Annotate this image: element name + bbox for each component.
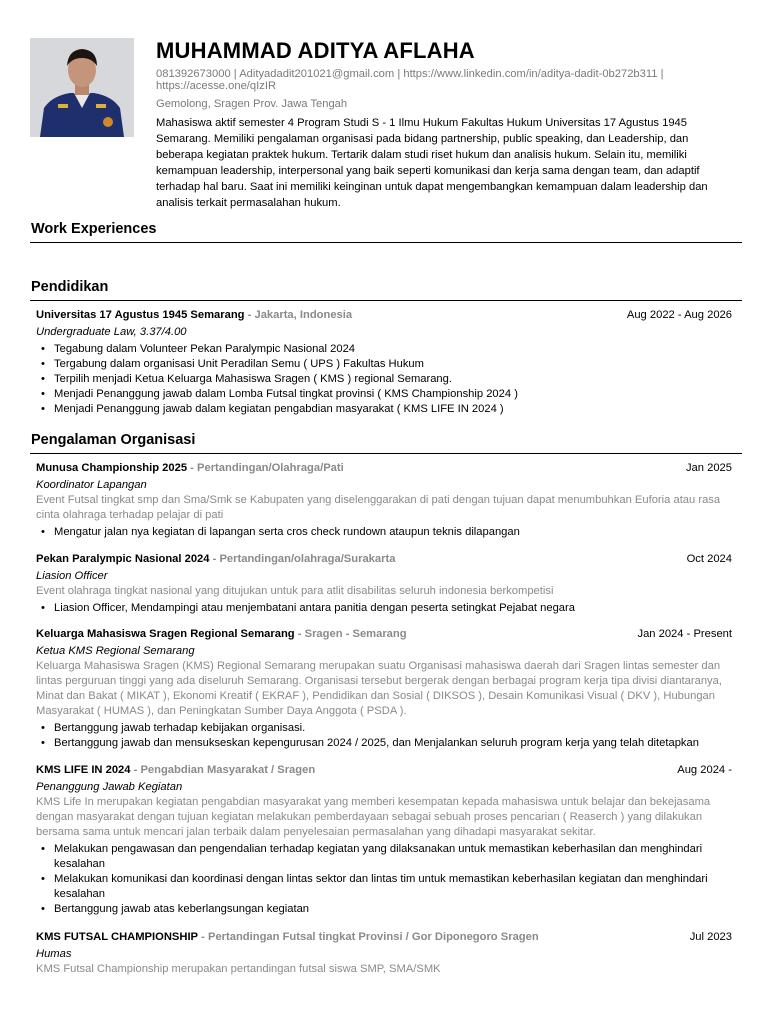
section-title-text: Work Experiences: [31, 221, 157, 237]
organization-meta: Sragen - Semarang: [304, 628, 407, 640]
organization-meta: Pertandingan/Olahraga/Pati: [197, 462, 344, 474]
institution-location: Jakarta, Indonesia: [254, 309, 353, 321]
education-bullets: [36, 342, 732, 417]
role-title: Koordinator Lapangan: [36, 479, 147, 491]
entry-bullets: [36, 842, 732, 917]
section-education: [30, 278, 742, 301]
organization-name: KMS FUTSAL CHAMPIONSHIP: [36, 931, 199, 943]
entry-bullets: [36, 601, 732, 616]
organization-name: Pekan Paralympic Nasional 2024: [36, 553, 210, 565]
section-work-experiences: [30, 220, 742, 243]
profile-summary: Mahasiswa aktif semester 4 Program Studi S - 1 Ilmu Hukum Fakultas Hukum Universitas 17 Agustus 1945 Semarang. Memiliki pengalaman organisasi pada bidang partnership, public speaking, dan Leadership, dan beberapa kegiatan praktek hukum. Tertarik dalam studi riset hukum dan analisis hukum. Selain itu, memiliki kemampuan leadership, interpersonal yang baik seperti komunikasi dan kerja sama dengan team, dan adaptif terhadap hal baru. Saat ini memiliki keinginan untuk dapat mengembangkan kemampuan dalam leadership dan analisis terkait permasalahan hukum.: [156, 117, 708, 209]
list-item: • Tegabung dalam Volunteer Pekan Paralympic Nasional 2024: [36, 342, 732, 357]
organization-entry: [36, 929, 732, 977]
entry-date: Jul 2023: [689, 931, 732, 943]
entry-description: Event Futsal tingkat smp dan Sma/Smk se Kabupaten yang diselenggarakan di pati dengan tujuan dapat menumbuhkan Euforia atau rasa cinta olahraga terhadap pelajar di pati: [36, 494, 721, 521]
entry-description: Keluarga Mahasiswa Sragen (KMS) Regional Semarang merupakan suatu Organisasi mahasiswa daerah dari Sragen lintas semester dan lintas perguruan tinggi yang ada diseluruh Semarang. Organisasi tersebut bergerak dengan berbagai program kerja tipa divisi diantaranya, Minat dan Bakat ( MIKAT ), Ekonomi Kreatif ( EKRAF ), Pendidikan dan Sosial ( DIKSOS ), Desain Komunikasi Visual ( DKV ), Hubungan Masyarakat ( HUMAS ), dan Peningkatan Sumber Daya Anggota ( PSDA ).: [36, 660, 722, 717]
organization-entry: [36, 460, 732, 540]
organization-name: Munusa Championship 2025: [36, 462, 188, 474]
location: Gemolong, Sragen Prov. Jawa Tengah: [156, 98, 348, 110]
institution-name: Universitas 17 Agustus 1945 Semarang: [36, 309, 245, 321]
list-item: • Liasion Officer, Mendampingi atau menjembatani antara panitia dengan peserta setingkat Pejabat negara: [36, 601, 732, 616]
entry-date: Aug 2022 - Aug 2026: [626, 309, 732, 321]
contact-line: 081392673000 | Adityadadit201021@gmail.com | https://www.linkedin.com/in/aditya-dadit-0b272b311 | https://acesse.one/qIzIR: [156, 68, 664, 92]
entry-description: Event olahraga tingkat nasional yang ditujukan untuk para atlit disabilitas seluruh indonesia berkompetisi: [36, 585, 554, 597]
linkedin-link[interactable]: https://www.linkedin.com/in/aditya-dadit-0b272b311: [403, 68, 658, 80]
email-link[interactable]: Adityadadit201021@gmail.com: [239, 68, 395, 80]
organization-entry: [36, 626, 732, 751]
role-title: Penanggung Jawab Kegiatan: [36, 781, 183, 793]
profile-photo: [30, 38, 134, 137]
entry-bullets: [36, 525, 732, 540]
profile-header: [156, 38, 736, 211]
organization-name: Keluarga Mahasiswa Sragen Regional Semarang: [36, 628, 295, 640]
degree: Undergraduate Law, 3.37/4.00: [36, 326, 187, 338]
entry-description: KMS Futsal Championship merupakan pertandingan futsal siswa SMP, SMA/SMK: [36, 963, 441, 975]
entry-description: KMS Life In merupakan kegiatan pengabdian masyarakat yang memberi kesempatan kepada mahasiswa untuk belajar dan bekejasama dengan masyarakat dengan tujuan kegiatan melakukan pemberdayaan sebagai sebuah proses pencarian ( Reaserch ) yang dilakukan bersama sama untuk mencari jalan terbaik dalam penyelesaian permasalahan yang dihadapi masyarakat sekitar.: [36, 796, 711, 838]
section-organization: [30, 431, 742, 454]
organization-meta: Pertandingan Futsal tingkat Provinsi / Gor Diponegoro Sragen: [207, 931, 539, 943]
organization-meta: Pertandingan/olahraga/Surakarta: [219, 553, 396, 565]
entry-date: Jan 2024 - Present: [637, 628, 732, 640]
entry-header: Munusa Championship 2025 - Pertandingan/Olahraga/Pati Jan 2025: [36, 462, 732, 474]
phone-number: 081392673000: [156, 68, 231, 80]
organization-entry: [36, 551, 732, 616]
entry-date: Aug 2024 -: [677, 764, 732, 776]
list-item: • Bertanggung jawab dan mensukseskan kepengurusan 2024 / 2025, dan Menjalankan seluruh program kerja yang telah ditetapkan: [36, 736, 732, 751]
entry-header: Keluarga Mahasiswa Sragen Regional Semarang - Sragen - Semarang Jan 2024 - Present: [36, 628, 732, 640]
list-item: • Mengatur jalan nya kegiatan di lapangan serta cros check rundown ataupun teknis dilapangan: [36, 525, 732, 540]
role-title: Ketua KMS Regional Semarang: [36, 645, 195, 657]
list-item: • Menjadi Penanggung jawab dalam kegiatan pengabdian masyarakat ( KMS LIFE IN 2024 ): [36, 402, 732, 417]
section-title-text: Pendidikan: [31, 279, 109, 295]
education-entry: [36, 307, 732, 417]
list-item: • Menjadi Penanggung jawab dalam Lomba Futsal tingkat provinsi ( KMS Championship 2024 ): [36, 387, 732, 402]
list-item: • Melakukan komunikasi dan koordinasi dengan lintas sektor dan lintas tim untuk memastikan keberhasilan kegiatan dan menghindari kesalahan: [36, 872, 732, 902]
portfolio-link[interactable]: https://acesse.one/qIzIR: [156, 80, 277, 92]
list-item: • Melakukan pengawasan dan pengendalian terhadap kegiatan yang dilaksanakan untuk memastikan keberhasilan dan menghindari kesalahan: [36, 842, 732, 872]
profile-photo-illustration: [30, 38, 134, 137]
entry-date: Oct 2024: [686, 553, 732, 565]
entry-header: KMS FUTSAL CHAMPIONSHIP - Pertandingan Futsal tingkat Provinsi / Gor Diponegoro Sragen Jul 2023: [36, 931, 732, 943]
list-item: • Terpilih menjadi Ketua Keluarga Mahasiswa Sragen ( KMS ) regional Semarang.: [36, 372, 732, 387]
list-item: • Bertanggung jawab atas keberlangsungan kegiatan: [36, 902, 732, 917]
list-item: • Tergabung dalam organisasi Unit Peradilan Semu ( UPS ) Fakultas Hukum: [36, 357, 732, 372]
entry-bullets: [36, 721, 732, 751]
role-title: Liasion Officer: [36, 570, 108, 582]
entry-date: Jan 2025: [685, 462, 732, 474]
organization-meta: Pengabdian Masyarakat / Sragen: [140, 764, 316, 776]
candidate-name: MUHAMMAD ADITYA AFLAHA: [156, 38, 475, 63]
role-title: Humas: [36, 948, 72, 960]
list-item: • Bertanggung jawab terhadap kebijakan organisasi.: [36, 721, 732, 736]
organization-name: KMS LIFE IN 2024: [36, 764, 131, 776]
section-title-text: Pengalaman Organisasi: [31, 432, 196, 448]
entry-header: KMS LIFE IN 2024 - Pengabdian Masyarakat / Sragen Aug 2024 -: [36, 764, 732, 776]
entry-header: Pekan Paralympic Nasional 2024 - Pertandingan/olahraga/Surakarta Oct 2024: [36, 553, 732, 565]
organization-entry: [36, 762, 732, 917]
entry-header: Universitas 17 Agustus 1945 Semarang - Jakarta, Indonesia Aug 2022 - Aug 2026: [36, 309, 732, 321]
